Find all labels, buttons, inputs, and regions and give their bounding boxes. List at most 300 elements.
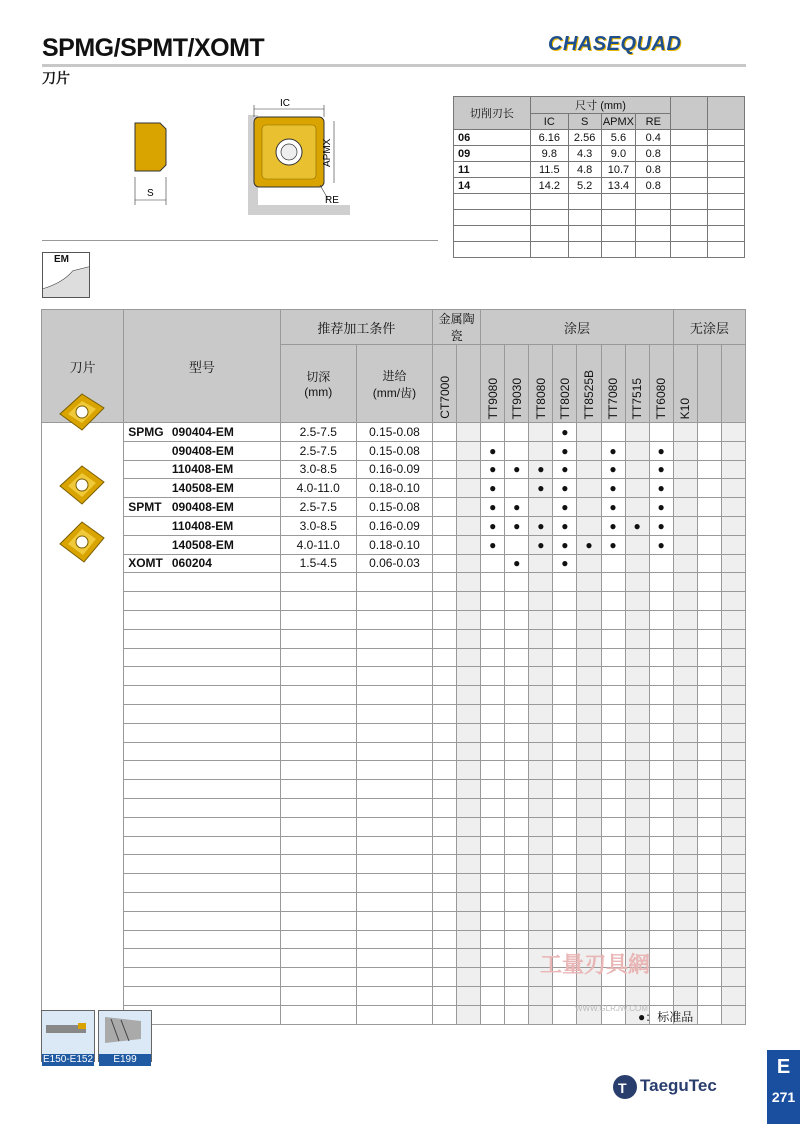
grade-cell (673, 629, 697, 648)
grade-label: TT6080 (654, 377, 669, 419)
brand-logo: CHASEQUAD (548, 33, 682, 55)
section-tab[interactable] (767, 1050, 800, 1124)
grade-cell (505, 855, 529, 874)
grade-header (697, 345, 721, 423)
grade-cell (505, 892, 529, 911)
grade-cell (553, 648, 577, 667)
dim-value (568, 242, 601, 258)
grade-table (41, 309, 746, 1025)
depth-value (280, 874, 356, 893)
grade-cell (601, 723, 625, 742)
grade-cell: ● (481, 516, 505, 535)
grade-cell (697, 686, 721, 705)
feed-value (356, 610, 432, 629)
group-coated-header: 涂层 (481, 310, 674, 345)
grade-cell (697, 441, 721, 460)
col-feed-header: 进给 (mm/齿) (356, 345, 432, 423)
grade-cell (457, 723, 481, 742)
grade-cell (481, 836, 505, 855)
grade-cell (697, 535, 721, 554)
grade-cell (481, 742, 505, 761)
grade-cell (529, 798, 553, 817)
table-row (42, 441, 746, 460)
grade-cell (505, 911, 529, 930)
feed-value (356, 911, 432, 930)
grade-cell (649, 855, 673, 874)
grade-cell (721, 986, 745, 1005)
grade-cell: ● (481, 460, 505, 479)
grade-cell (505, 441, 529, 460)
grade-cell (649, 968, 673, 987)
grade-cell (529, 592, 553, 611)
grade-cell (673, 686, 697, 705)
col-depth-header: 切深 (mm) (280, 345, 356, 423)
grade-cell (481, 723, 505, 742)
depth-value (280, 723, 356, 742)
grade-cell (505, 610, 529, 629)
reference-label: E150-E152 (42, 1054, 94, 1065)
model-prefix (124, 892, 172, 911)
grade-cell (577, 667, 601, 686)
depth-value (280, 780, 356, 799)
grade-cell (673, 573, 697, 592)
grade-cell (649, 423, 673, 442)
table-row (42, 516, 746, 535)
feed-value: 0.16-0.09 (356, 460, 432, 479)
model-prefix (124, 441, 172, 460)
table-row (42, 554, 746, 573)
model-prefix (124, 610, 172, 629)
grade-cell (649, 554, 673, 573)
dim-value (708, 162, 745, 178)
depth-value: 4.0-11.0 (280, 479, 356, 498)
grade-cell (457, 930, 481, 949)
grade-cell (721, 535, 745, 554)
model-prefix (124, 874, 172, 893)
table-row (42, 874, 746, 893)
depth-value (280, 817, 356, 836)
grade-cell (577, 460, 601, 479)
dim-value: 5.2 (568, 178, 601, 194)
model-code (172, 686, 280, 705)
dim-row (454, 130, 745, 146)
grade-cell: ● (649, 479, 673, 498)
grade-cell (577, 629, 601, 648)
reference-e199[interactable] (98, 1010, 152, 1065)
table-row (42, 498, 746, 517)
model-prefix (124, 592, 172, 611)
grade-cell (553, 930, 577, 949)
grade-cell (625, 836, 649, 855)
grade-header (457, 345, 481, 423)
dim-value: 9.0 (601, 146, 636, 162)
grade-cell (601, 874, 625, 893)
grade-cell (649, 723, 673, 742)
grade-cell (577, 817, 601, 836)
grade-cell (553, 573, 577, 592)
grade-cell (433, 479, 457, 498)
grade-cell (673, 761, 697, 780)
depth-value: 4.0-11.0 (280, 535, 356, 554)
grade-cell (505, 648, 529, 667)
chipbreaker-label: EM (54, 254, 69, 265)
col-s: S (568, 114, 601, 130)
feed-value (356, 836, 432, 855)
grade-cell: ● (481, 535, 505, 554)
grade-cell: ● (505, 516, 529, 535)
grade-cell (673, 780, 697, 799)
grade-cell (481, 892, 505, 911)
dim-value: 2.56 (568, 130, 601, 146)
dim-value (671, 210, 708, 226)
grade-cell (601, 780, 625, 799)
grade-cell (625, 423, 649, 442)
grade-cell (433, 648, 457, 667)
grade-cell (481, 798, 505, 817)
grade-cell (553, 836, 577, 855)
grade-cell (505, 479, 529, 498)
grade-cell (553, 704, 577, 723)
grade-cell (649, 986, 673, 1005)
grade-cell (601, 911, 625, 930)
grade-header (529, 345, 553, 423)
grade-cell (697, 836, 721, 855)
dim-value (601, 226, 636, 242)
grade-cell (625, 704, 649, 723)
feed-value (356, 949, 432, 968)
model-prefix (124, 949, 172, 968)
model-code (172, 855, 280, 874)
grade-cell (721, 629, 745, 648)
dim-value (530, 242, 568, 258)
grade-cell (721, 441, 745, 460)
grade-cell (721, 892, 745, 911)
grade-cell (721, 573, 745, 592)
watermark: 工量刃具網 (540, 952, 651, 977)
grade-cell (529, 836, 553, 855)
model-prefix (124, 479, 172, 498)
grade-cell (457, 874, 481, 893)
grade-cell (433, 592, 457, 611)
table-row (42, 761, 746, 780)
grade-cell (697, 648, 721, 667)
model-code (172, 648, 280, 667)
grade-cell (553, 874, 577, 893)
dim-value: 10.7 (601, 162, 636, 178)
feed-value (356, 742, 432, 761)
depth-value (280, 704, 356, 723)
grade-cell (529, 911, 553, 930)
grade-cell (697, 498, 721, 517)
feed-value (356, 855, 432, 874)
dim-value (568, 194, 601, 210)
dim-row (454, 146, 745, 162)
grade-cell (697, 930, 721, 949)
grade-cell (505, 667, 529, 686)
grade-header (433, 345, 457, 423)
grade-cell: ● (553, 554, 577, 573)
feed-value (356, 780, 432, 799)
grade-cell (433, 516, 457, 535)
model-code: 140508-EM (172, 535, 280, 554)
grade-cell (433, 423, 457, 442)
feed-value (356, 629, 432, 648)
model-prefix (124, 836, 172, 855)
dim-value (708, 178, 745, 194)
dim-row (454, 210, 745, 226)
col-model-header: 型号 (124, 310, 280, 423)
grade-cell (625, 742, 649, 761)
depth-value (280, 986, 356, 1005)
grade-cell: ● (625, 516, 649, 535)
model-prefix (124, 855, 172, 874)
grade-cell (457, 986, 481, 1005)
depth-value (280, 911, 356, 930)
grade-cell: ● (505, 460, 529, 479)
grade-cell (529, 723, 553, 742)
page-title: SPMG/SPMT/XOMT (42, 34, 265, 62)
grade-cell (649, 667, 673, 686)
grade-header (625, 345, 649, 423)
grade-cell (433, 874, 457, 893)
depth-value (280, 968, 356, 987)
grade-cell (505, 535, 529, 554)
model-code (172, 911, 280, 930)
grade-cell (457, 911, 481, 930)
grade-cell: ● (529, 479, 553, 498)
grade-cell (649, 911, 673, 930)
grade-cell (433, 460, 457, 479)
grade-cell (457, 949, 481, 968)
feed-value (356, 968, 432, 987)
grade-cell (577, 479, 601, 498)
model-prefix: XOMT (124, 554, 172, 573)
grade-cell (457, 1005, 481, 1024)
grade-cell (457, 817, 481, 836)
dim-size: 14 (454, 178, 531, 194)
grade-cell (673, 441, 697, 460)
grade-cell (721, 516, 745, 535)
grade-cell (721, 723, 745, 742)
grade-cell: ● (553, 516, 577, 535)
grade-cell (433, 535, 457, 554)
feed-value (356, 817, 432, 836)
dim-value (671, 178, 708, 194)
grade-label: TT8020 (557, 377, 572, 419)
grade-cell (697, 460, 721, 479)
dim-ic-label: IC (280, 98, 290, 109)
dim-value (530, 210, 568, 226)
dim-value (530, 194, 568, 210)
feed-value (356, 986, 432, 1005)
model-prefix: SPMT (124, 498, 172, 517)
grade-cell (721, 554, 745, 573)
dim-size: 11 (454, 162, 531, 178)
grade-cell (721, 836, 745, 855)
depth-value: 2.5-7.5 (280, 423, 356, 442)
dim-value (601, 210, 636, 226)
grade-cell: ● (553, 423, 577, 442)
feed-value (356, 592, 432, 611)
grade-cell (577, 554, 601, 573)
table-row (42, 460, 746, 479)
grade-cell (601, 986, 625, 1005)
grade-cell (625, 667, 649, 686)
dims-header: 尺寸 (mm) (530, 97, 670, 114)
feed-value (356, 761, 432, 780)
dim-value: 0.8 (636, 146, 671, 162)
dim-s-label: S (147, 188, 154, 199)
dim-value (636, 226, 671, 242)
table-row (42, 798, 746, 817)
model-code (172, 723, 280, 742)
grade-cell (673, 498, 697, 517)
grade-cell (457, 629, 481, 648)
grade-cell (673, 460, 697, 479)
grade-cell (625, 892, 649, 911)
grade-cell (433, 761, 457, 780)
dim-row (454, 162, 745, 178)
grade-cell (505, 780, 529, 799)
model-prefix (124, 723, 172, 742)
grade-cell (481, 704, 505, 723)
grade-cell (625, 535, 649, 554)
grade-cell (673, 479, 697, 498)
grade-cell (505, 968, 529, 987)
dim-value: 11.5 (530, 162, 568, 178)
dim-value: 13.4 (601, 178, 636, 194)
grade-cell (433, 573, 457, 592)
dim-value (708, 130, 745, 146)
feed-value: 0.15-0.08 (356, 441, 432, 460)
grade-cell (505, 836, 529, 855)
dim-value: 0.8 (636, 162, 671, 178)
model-code: 110408-EM (172, 460, 280, 479)
grade-cell (625, 986, 649, 1005)
grade-cell (673, 930, 697, 949)
grade-cell (697, 629, 721, 648)
grade-cell (625, 629, 649, 648)
model-code (172, 817, 280, 836)
dim-value (708, 226, 745, 242)
dim-row (454, 194, 745, 210)
grade-cell: ● (505, 554, 529, 573)
model-code (172, 798, 280, 817)
feed-value: 0.18-0.10 (356, 535, 432, 554)
svg-text:T: T (618, 1080, 627, 1096)
grade-cell (529, 573, 553, 592)
reference-e150-e152[interactable] (41, 1010, 95, 1065)
grade-cell (649, 704, 673, 723)
feed-value (356, 704, 432, 723)
grade-cell (673, 892, 697, 911)
grade-cell (529, 498, 553, 517)
grade-cell (721, 968, 745, 987)
model-code (172, 949, 280, 968)
grade-cell (505, 817, 529, 836)
grade-cell (481, 667, 505, 686)
grade-cell (457, 479, 481, 498)
grade-header (721, 345, 745, 423)
grade-cell (625, 479, 649, 498)
grade-label: TT9080 (485, 377, 500, 419)
grade-cell (673, 554, 697, 573)
grade-cell (433, 554, 457, 573)
col-insert-header: 刀片 (42, 310, 124, 423)
feed-value: 0.16-0.09 (356, 516, 432, 535)
grade-cell (649, 780, 673, 799)
grade-cell (577, 592, 601, 611)
grade-cell (553, 892, 577, 911)
grade-cell (649, 798, 673, 817)
grade-cell (505, 930, 529, 949)
grade-cell (601, 686, 625, 705)
grade-cell (697, 516, 721, 535)
grade-cell (697, 874, 721, 893)
blank-header (671, 97, 708, 130)
dim-size: 06 (454, 130, 531, 146)
grade-cell (721, 874, 745, 893)
grade-cell (529, 742, 553, 761)
model-prefix (124, 573, 172, 592)
table-row (42, 930, 746, 949)
feed-value (356, 723, 432, 742)
grade-cell (697, 592, 721, 611)
grade-cell (649, 874, 673, 893)
grade-cell (433, 742, 457, 761)
grade-cell (481, 610, 505, 629)
grade-cell (673, 874, 697, 893)
grade-cell (433, 798, 457, 817)
grade-cell (577, 498, 601, 517)
grade-header (505, 345, 529, 423)
model-prefix (124, 780, 172, 799)
model-prefix (124, 930, 172, 949)
grade-cell (457, 554, 481, 573)
grade-cell (481, 629, 505, 648)
grade-header (577, 345, 601, 423)
grade-cell (625, 592, 649, 611)
grade-cell (601, 667, 625, 686)
grade-cell (673, 423, 697, 442)
table-row (42, 667, 746, 686)
table-row (42, 911, 746, 930)
grade-cell (433, 968, 457, 987)
grade-cell (505, 1005, 529, 1024)
grade-cell (625, 554, 649, 573)
company-name: TaeguTec (640, 1076, 717, 1095)
grade-cell (457, 441, 481, 460)
depth-value: 2.5-7.5 (280, 441, 356, 460)
model-code (172, 761, 280, 780)
grade-cell (697, 554, 721, 573)
feed-value: 0.18-0.10 (356, 479, 432, 498)
taegutec-logo-icon (612, 1074, 638, 1100)
grade-cell (481, 949, 505, 968)
grade-cell (649, 686, 673, 705)
grade-cell (457, 742, 481, 761)
grade-cell (433, 892, 457, 911)
grade-cell (433, 949, 457, 968)
grade-cell (577, 648, 601, 667)
grade-cell (457, 836, 481, 855)
table-row (42, 704, 746, 723)
grade-cell (433, 780, 457, 799)
grade-cell (697, 1005, 721, 1024)
table-row (42, 686, 746, 705)
dim-value: 6.16 (530, 130, 568, 146)
grade-cell (553, 610, 577, 629)
